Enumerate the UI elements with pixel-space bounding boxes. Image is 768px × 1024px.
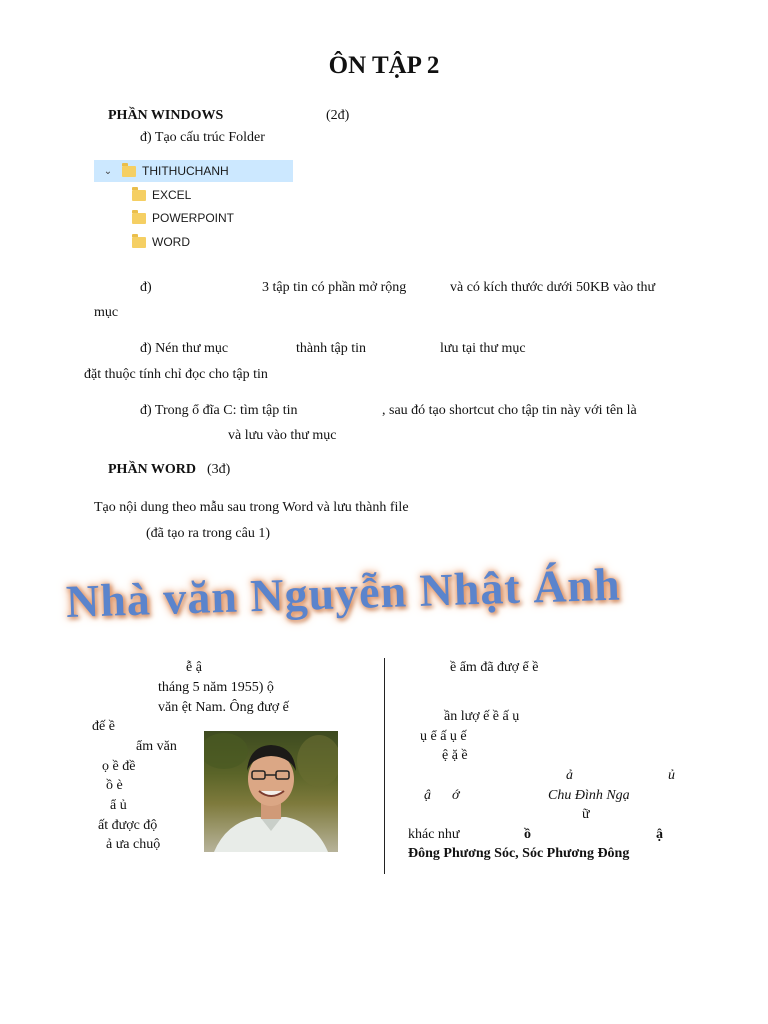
folder-tree [94,158,294,252]
right-col-line: ụ ể ấ ụ ế [420,729,467,744]
windows-q1: đ) Tạo cấu trúc Folder [140,130,265,145]
tree-row-child[interactable] [132,231,190,253]
windows-q4-text: , sau đó tạo shortcut cho tập tin này với tên là [382,403,637,418]
word-instruction: Tạo nội dung theo mẫu sau trong Word và lưu thành file [94,500,409,515]
left-col-line: ả ưa chuộ [106,837,161,852]
windows-q3-text: thành tập tin [296,341,366,356]
chevron-down-icon[interactable]: ⌄ [103,165,113,177]
right-col-line: ề ẩm đã đượ ể ề [450,660,539,675]
tree-row-child[interactable] [132,184,191,206]
folder-icon [132,237,146,248]
windows-q2-text: và có kích thước dưới 50KB vào thư [450,280,656,295]
right-col-line: ồ [524,827,531,842]
right-col-line: ần lượ ế ề ấ ụ [444,709,520,724]
tree-row-root[interactable] [94,160,293,182]
right-col-line: ệ ặ ề [442,748,468,763]
right-col-line: ớ [452,788,460,803]
windows-q2-text: 3 tập tin có phần mở rộng [262,280,407,295]
left-col-line: văn ệt Nam. Ông đượ ế [158,700,289,715]
tree-child-label: WORD [152,235,190,249]
folder-icon [132,190,146,201]
windows-q3-text: lưu tại thư mục [440,341,526,356]
right-col-line: Chu Đình Ngạ [548,788,630,803]
windows-q3-text: đặt thuộc tính chỉ đọc cho tập tin [84,367,268,382]
windows-q2-label: đ) [140,280,152,295]
word-points: (3đ) [207,462,231,477]
tree-child-label: EXCEL [152,188,192,202]
right-col-line: ả [566,768,573,783]
author-photo [204,731,338,852]
left-col-line: ọ ề đề [102,759,136,774]
tree-row-child[interactable] [132,207,234,229]
wordart-heading: Nhà văn Nguyễn Nhật Ánh [65,558,622,627]
right-col-line: ậ [656,827,663,842]
word-instruction: (đã tạo ra trong câu 1) [146,526,270,541]
word-heading: PHẦN WORD [108,462,197,477]
page-title: ÔN TẬP 2 [328,52,440,79]
left-col-line: đế ề [92,719,115,734]
windows-heading: PHẦN WINDOWS [108,108,224,123]
windows-q4-text: đ) Trong ổ đĩa C: tìm tập tin [140,403,298,418]
right-col-line: ậ [424,788,431,803]
left-col-line: ồ è [106,778,123,793]
column-divider [384,658,385,874]
tree-child-label: POWERPOINT [152,211,235,225]
windows-q3-text: đ) Nén thư mục [140,341,229,356]
folder-icon [132,213,146,224]
left-col-line: ất được độ [98,818,158,833]
windows-q2-text: mục [94,305,119,320]
right-col-line: ữ [582,807,590,822]
right-col-line: ủ [668,768,675,783]
left-col-line: ẩ ủ [110,798,127,813]
folder-icon [122,166,136,177]
right-col-line: khác như [408,827,460,842]
tree-root-label: THITHUCHANH [142,164,229,178]
windows-q4-text: và lưu vào thư mục [228,428,337,443]
left-col-line: ễ ậ [186,660,202,675]
left-col-line: tháng 5 năm 1955) ộ [158,680,274,695]
left-col-line: ẩm văn [136,739,177,754]
right-col-bold-line: Đông Phương Sóc, Sóc Phương Đông [408,846,630,861]
windows-points: (2đ) [326,108,350,123]
